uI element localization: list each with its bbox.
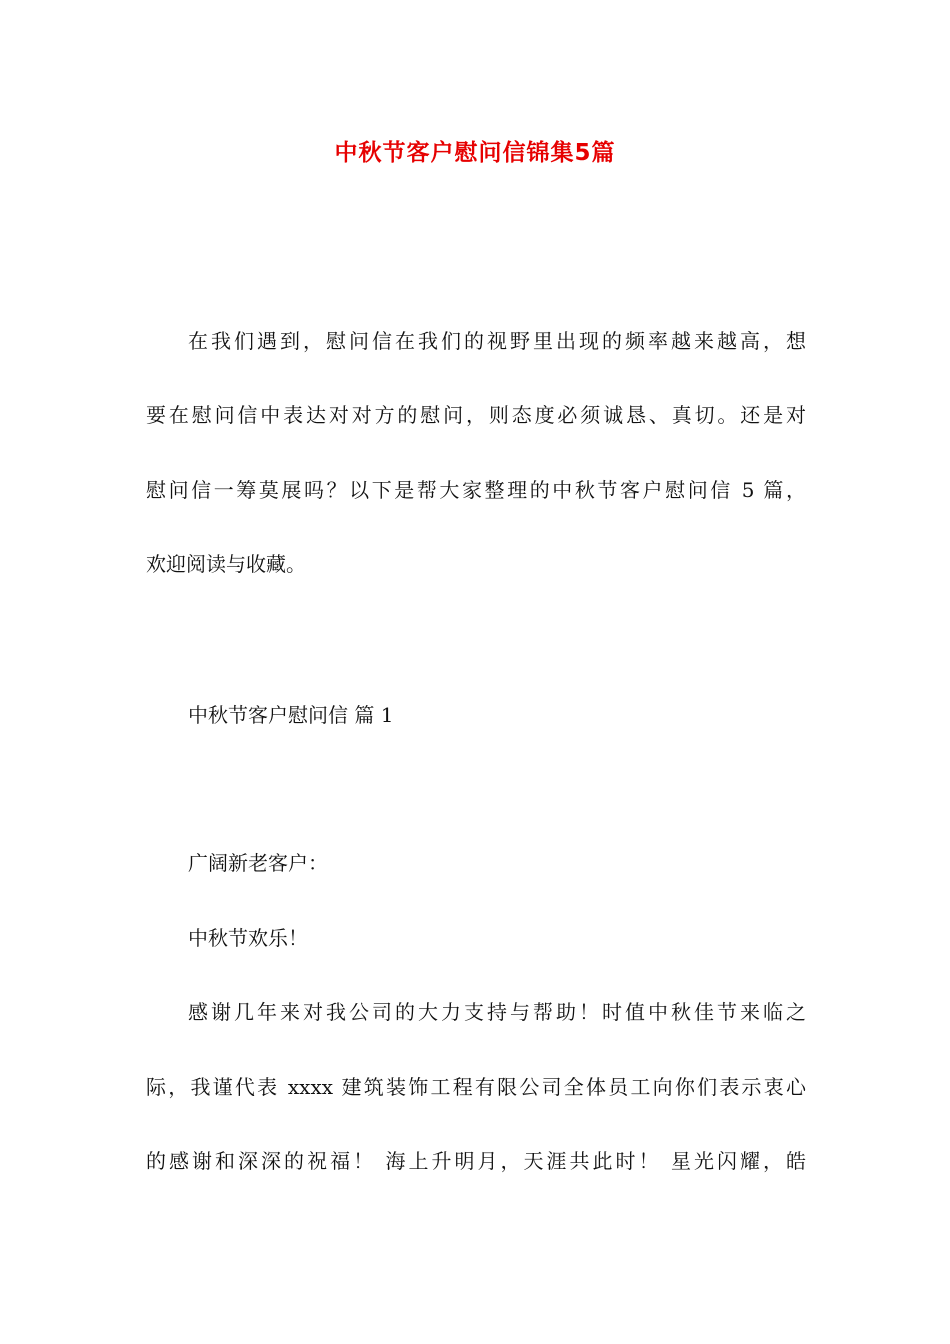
intro-line: 欢迎阅读与收藏。 bbox=[146, 552, 306, 576]
body-line: 感谢几年来对我公司的大力支持与帮助！时值中秋佳节来临之 bbox=[188, 1000, 806, 1024]
document-title: 中秋节客户慰问信锦集5篇 bbox=[334, 140, 616, 166]
intro-line: 慰问信一筹莫展吗？以下是帮大家整理的中秋节客户慰问信 5 篇， bbox=[146, 478, 806, 502]
body-line: 际，我谨代表 xxxx 建筑装饰工程有限公司全体员工向你们表示衷心 bbox=[146, 1075, 806, 1099]
intro-line: 要在慰问信中表达对对方的慰问，则态度必须诚恳、真切。还是对 bbox=[146, 403, 806, 427]
body-line: 的感谢和深深的祝福！ 海上升明月，天涯共此时！ 星光闪耀，皓 bbox=[146, 1149, 806, 1173]
intro-line: 在我们遇到，慰问信在我们的视野里出现的频率越来越高，想 bbox=[188, 329, 806, 353]
section-heading: 中秋节客户慰问信 篇 1 bbox=[188, 703, 394, 727]
letter-greeting: 中秋节欢乐！ bbox=[188, 926, 308, 950]
letter-salutation: 广阔新老客户： bbox=[188, 851, 328, 875]
